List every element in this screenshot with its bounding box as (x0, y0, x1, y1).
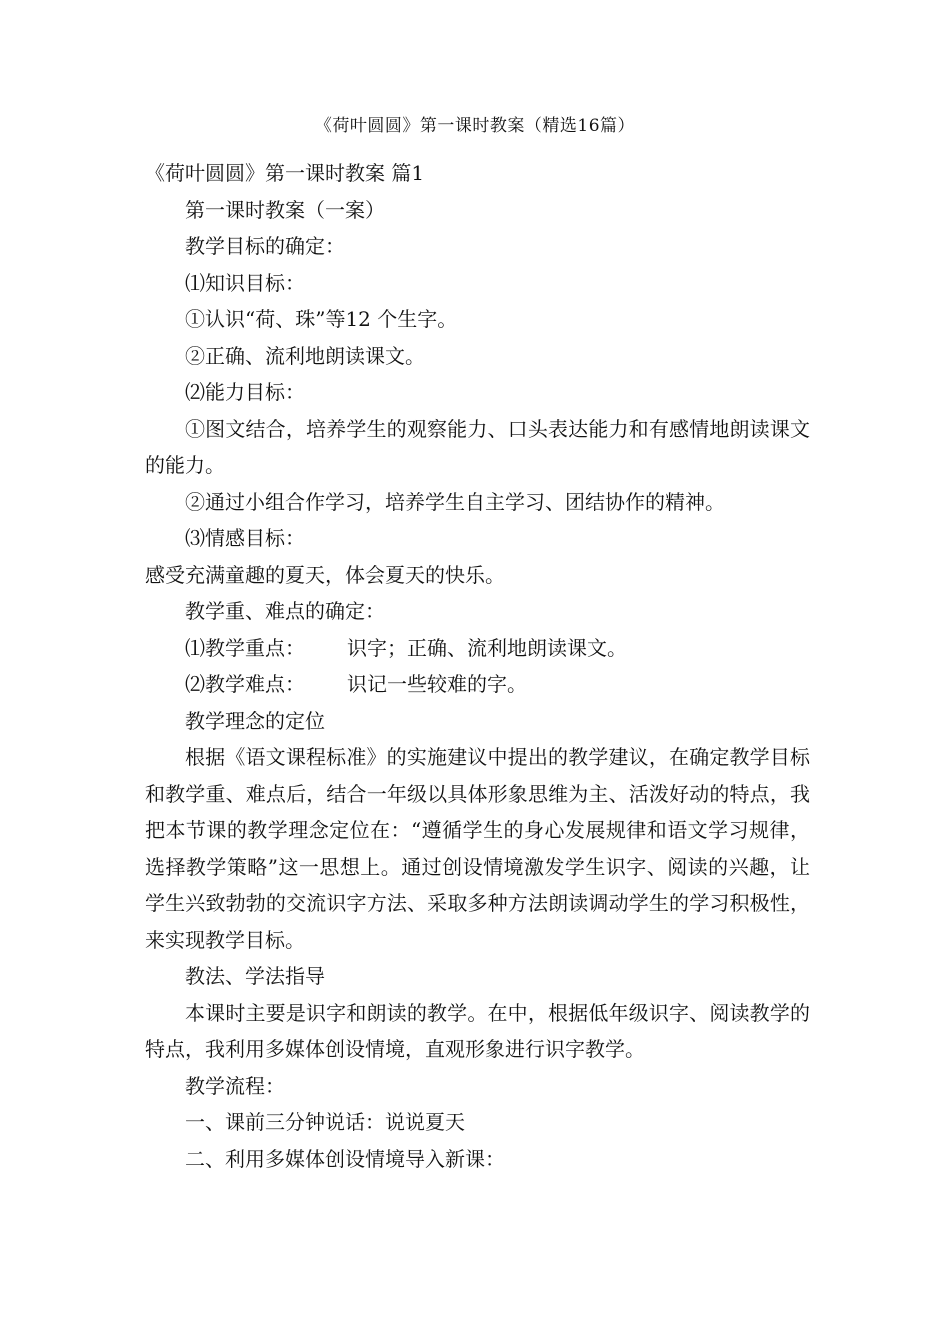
paragraph: 第一课时教案（一案） (185, 197, 385, 222)
paragraph: ②通过小组合作学习，培养学生自主学习、团结协作的精神。 (185, 489, 725, 514)
paragraph: 教学理念的定位 (185, 708, 325, 733)
document-body (145, 155, 810, 1177)
difficult-point-label: ⑵教学难点： (185, 672, 305, 696)
paragraph: 教法、学法指导 (185, 964, 325, 988)
paragraph: 根据《语文课程标准》的实施建议中提出的教学建议，在确定教学目标和教学重、难点后，结合一年级以具体形象思维为主、活泼好动的特点，我把本节课的教学理念定位在：“遵循学生的身心发展规律和语文学习规律，选择教学策略”这一思想上。通过创设情境激发学生识字、阅读的兴趣，让学生兴致勃勃的交流识字方法、采取多种方法朗读调动学生的学习积极性，来实现教学目标。 (145, 745, 810, 952)
paragraph: ②正确、流利地朗读课文。 (185, 343, 425, 368)
key-point-value: 识字；正确、流利地朗读课文。 (347, 635, 627, 660)
key-point-label: ⑴教学重点： (185, 635, 305, 660)
paragraph: 感受充满童趣的夏天，体会夏天的快乐。 (145, 562, 505, 587)
paragraph: 教学流程： (185, 1073, 285, 1098)
section-heading: 《荷叶圆圆》第一课时教案 篇1 (145, 161, 425, 185)
document-title: 《荷叶圆圆》第一课时教案（精选16篇） (314, 116, 636, 136)
paragraph: ①认识“荷、珠”等12 个生字。 (185, 307, 458, 331)
paragraph: ⑶情感目标： (185, 526, 305, 550)
paragraph: ①图文结合，培养学生的观察能力、口头表达能力和有感情地朗读课文的能力。 (145, 416, 810, 477)
paragraph: 教学目标的确定： (185, 234, 345, 258)
paragraph: 一、课前三分钟说话：说说夏天 (185, 1110, 465, 1134)
paragraph: ⑴知识目标： (185, 270, 305, 295)
key-point-line (145, 630, 810, 667)
difficult-point-value: 识记一些较难的字。 (347, 672, 527, 696)
paragraph: 教学重、难点的确定： (185, 599, 385, 623)
paragraph: 本课时主要是识字和朗读的教学。在中，根据低年级识字、阅读教学的特点，我利用多媒体创设情境，直观形象进行识字教学。 (145, 1000, 810, 1061)
difficult-point-line (145, 666, 810, 703)
paragraph: ⑵能力目标： (185, 380, 305, 404)
paragraph: 二、利用多媒体创设情境导入新课： (185, 1146, 505, 1171)
